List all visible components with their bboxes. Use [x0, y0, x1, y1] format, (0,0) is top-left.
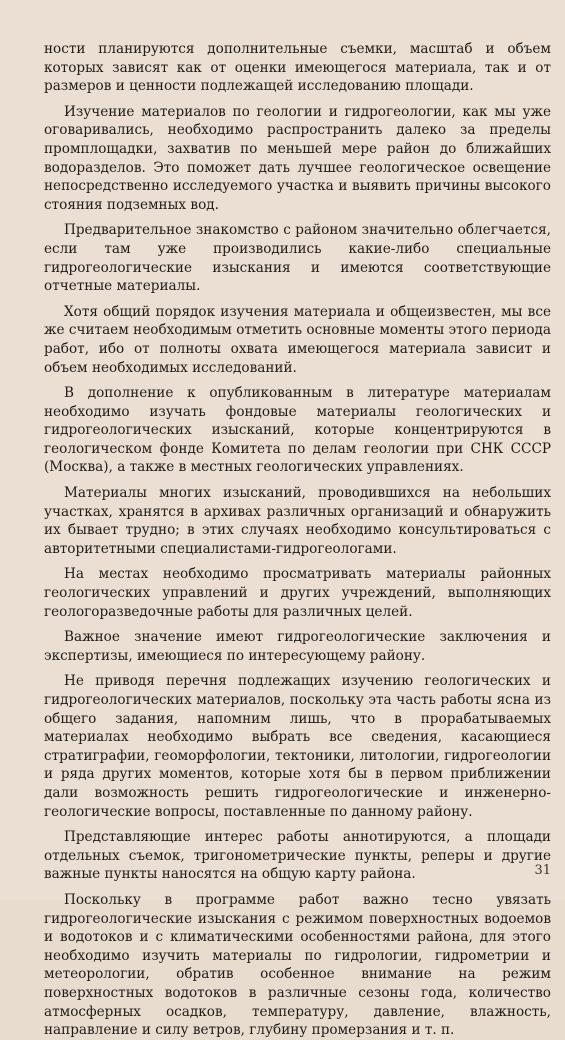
paragraph: Хотя общий порядок изучения материала и общеизвестен, мы все же считаем необходимым отметить основные моменты этого периода работ, ибо от полноты охвата имеющегося материала зависит и объем необходимых исследований.	[44, 303, 551, 376]
paragraph: Представляющие интерес работы аннотируются, а площади отдельных съемок, тригонометрические пункты, реперы и другие важные пункты наносятся на общую карту района.	[44, 829, 551, 883]
paragraph: В дополнение к опубликованным в литературе материалам необходимо изучать фондовые материалы геологических и гидрогеологических изысканий, которые концентрируются в геологическом фонде Комитета по делам геологии при СНК СССР (Москва), а также в местных геологических управлениях.	[44, 385, 551, 476]
body-text	[44, 40, 551, 1040]
paragraph: Изучение материалов по геологии и гидрогеологии, как мы уже оговаривались, необходимо распространить далеко за пределы промплощадки, захватив по меньшей мере район до ближайших водоразделов. Это поможет дать лучшее геологическое освещение непосредственно исследуемого участка и выявить причины высокого стояния подземных вод.	[44, 103, 551, 213]
paragraph: ности планируются дополнительные съемки, масштаб и объем которых зависят как от оценки имеющегося материала, так и от размеров и ценности подлежащей исследованию площади.	[44, 41, 551, 95]
paragraph: На местах необходимо просматривать материалы районных геологических управлений и других учреждений, выполняющих геологоразведочные работы для различных целей.	[44, 566, 551, 620]
paragraph: Материалы многих изысканий, проводившихся на небольших участках, хранятся в архивах различных организаций и обнаружить их бывает трудно; в этих случаях необходимо консультироваться с авторитетными специалистами-гидрогеологами.	[44, 485, 551, 557]
paragraph: Поскольку в программе работ важно тесно увязать гидрогеологические изыскания с режимом поверхностных водоемов и водотоков и с климатическими особенностями района, для этого необходимо изучить материалы по гидрологии, гидрометрии и метеорологии, обратив особенное внимание на режим поверхностных водотоков в различные сезоны года, количество атмосферных осадков, температуру, давление, влажность, направление и силу ветров, глубину промерзания и т. п.	[44, 891, 551, 1039]
paragraph: Важное значение имеют гидрогеологические заключения и экспертизы, имеющиеся по интересующему району.	[44, 629, 551, 664]
paragraph: Предварительное знакомство с районом значительно облегчается, если там уже производились какие-либо специальные гидрогеологические изыскания и имеются соответствующие отчетные материалы.	[44, 222, 551, 295]
paragraph: Не приводя перечня подлежащих изучению геологических и гидрогеологических материалов, поскольку эта часть работы ясна из общего задания, напомним лишь, что в прорабатываемых материалах необходимо выбрать все сведения, касающиеся стратиграфии, геоморфологии, тектоники, литологии, гидрогеологии и ряда других моментов, которые хотя бы в первом приближении дали возможность решить гидрогеологические и инженерно-геологические вопросы, поставленные по данному району.	[44, 673, 551, 820]
page-number: 31	[534, 863, 551, 878]
